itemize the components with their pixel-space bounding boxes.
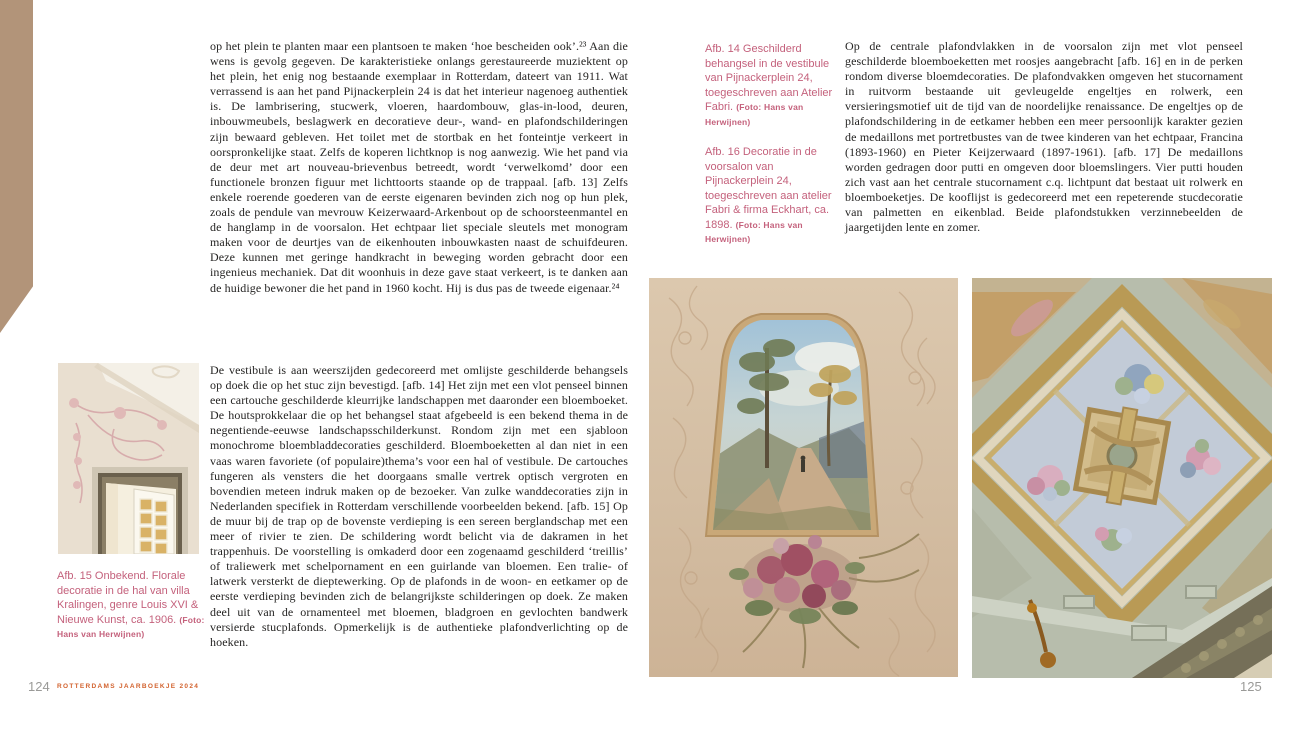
left-page-paragraph-2: De vestibule is aan weerszijden gedecoreerd met omlijste geschilderde behangsels op doek die op het stuc zijn bevestigd. [afb. 14] Het zijn met een vlot penseel binnen een cartouche geschilderde kleurrijke landschappen met daaronder een bloemboeket. De houtsprokkelaar die op het behangsel staat afgebeeld is een bekend thema in de negentiende-eeuwse landschapsschilderkunst. Rondom zijn met een sjabloon monochrome bloembladdecoraties geschilderd. Bloemboeketten al dan niet in een vaas waren favoriete (of populaire)thema’s voor een hal of vestibule. De cartouches fungeren als vensters die het doorgaans smalle vertrek optisch vergroten en bovendien meteen indruk maken op de bezoeker. Van zulke wanddecoraties zijn in Nederlanden specifiek in Rotterdam verschillende voorbeelden bekend. [afb. 15] Op de muur bij de trap op de bovenste verdieping is een sereen berglandschap met een meer of rivier te zien. De schildering wordt belicht via de dakramen in het trappenhuis. De voorstelling is omkaderd door een zogenaamd geschilderd ‘treillis’ of traliewerk met schelpornament en een guirlande van bloemen. Een tralie- of latwerk versterkt de dieptewerking. Op de plafonds in de woon- en eetkamer op de eerste verdieping bevinden zich de belangrijkste schilderingen op doek. Ze maken deel uit van de ornamenteel met bloemen, bladgroen en gevlochten bandwerk versierde stucplafonds. Opmerkelijk is de authentieke plafondverlichting op de hoeken. [210,363,628,649]
left-page-paragraph-1: op het plein te planten maar een plantsoen te maken ‘hoe bescheiden ook’.²³ Aan die wens is gevolg gegeven. De karakteristieke onlangs gerestaureerde muziektent op het plein, het enig nog bestaande exemplaar in Rotterdam, dateert van 1911. Wat verrassend is aan het pand Pijnackerplein 24 is dat het interieur nagenoeg authentiek is. De lambrisering, stucwerk, vloeren, haardombouw, glas-in-lood, deuren, inbouwmeubels, beslagwerk en decoratieve deur-, wand- en plafondschilderingen zijn bewaard gebleven. Het toilet met de stortbak en het fonteintje verkeert in oorspronkelijke staat. Zelfs de koperen lichtknop is nog aanwezig. Wie het pand via de deur met art nouveau-brievenbus betreedt, wordt ‘verwelkomd’ door een functionele bronzen figuur met lichttoorts staande op de trappaal. [afb. 13] Zelfs enkele roerende goederen van de eerste eigenaren bevinden zich nog op hun plek, zoals de pendule van mevrouw Keizerwaard-Arkenbout op de schoorsteenmantel en de hanglamp in de voorsalon. Het echtpaar liet speciale sleutels met monogram maken voor de deurtjes van de eikenhouten inbouwkasten naast de schuifdeuren. Deze kunnen met geringe handkracht in beweging worden gebracht door een ingenieus mechaniek. Dat dit woonhuis in deze gave staat verkeert, is te danken aan de huidige bewoner die het pand in 1960 kocht. Hij is dus pas de tweede eigenaar.²⁴ [210,39,628,295]
door-opening [92,467,188,554]
caption-afb14-credit: (Foto: Hans van Herwijnen) [705,102,804,127]
figure-afb14-wallpaper-photo [649,278,958,677]
wallpaper-illustration [649,278,958,677]
caption-afb14 [705,42,833,129]
ceiling-illustration [972,278,1272,678]
right-page-number: 125 [1240,679,1262,694]
figure-afb15-hallway-photo [58,363,199,554]
caption-afb16 [705,145,833,247]
caption-afb15-credit: (Foto: Hans van Herwijnen) [57,614,205,639]
caption-afb16-credit: (Foto: Hans van Herwijnen) [705,219,803,244]
landscape-painting [709,314,879,544]
left-page-number: 124 [28,679,50,694]
caption-afb15 [57,569,209,642]
footer-running-title: ROTTERDAMS JAARBOEKJE 2024 [57,683,200,690]
right-page-paragraph: Op de centrale plafondvlakken in de voorsalon zijn met vlot penseel geschilderde bloemboeketten met roosjes aangebracht [afb. 16] en in de perken rondom diverse bloemdecoraties. De plafondvakken omgeven het stucornament in ruitvorm bestaande uit gevleugelde engeltjes en rolwerk, een versieringsmotief uit de tijd van de noordelijke renaissance. De engeltjes op de plafondschildering in de eetkamer hebben een meer persoonlijk karakter gezien de medaillons met portretbustes van de twee kinderen van het echtpaar, Francina (1893-1960) en Pieter Keijzerwaard (1897-1961). [afb. 17] De medaillons worden gedragen door putti en omgeven door bloemslingers. Vier putti houden zich vast aan het centrale stucornament c.q. lichtpunt dat bestaat uit rolwerk en bloemboeketjes. De kooflijst is gedecoreerd met een repeterende stucdecoratie van palmetten en eikenblad. Beide plafondstukken verzinnebeelden de jaargetijden lente en zomer. [845,39,1243,235]
figure-ceiling-photo [972,278,1272,678]
caption-afb16-text: Afb. 16 Decoratie in de voorsalon van Pijnackerplein 24, toegeschreven aan atelier Fabri & firma Eckhart, ca. 1898. [705,146,832,231]
hallway-illustration [58,363,199,554]
caption-afb14-text: Afb. 14 Geschilderd behangsel in de vestibule van Pijnackerplein 24, toegeschreven aan Atelier Fabri. [705,43,833,113]
corner-tab-decoration [0,0,33,333]
caption-afb15-text: Afb. 15 Onbekend. Florale decoratie in de hal van villa Kralingen, genre Louis XVI & Nieuwe Kunst, ca. 1906. [57,570,199,626]
